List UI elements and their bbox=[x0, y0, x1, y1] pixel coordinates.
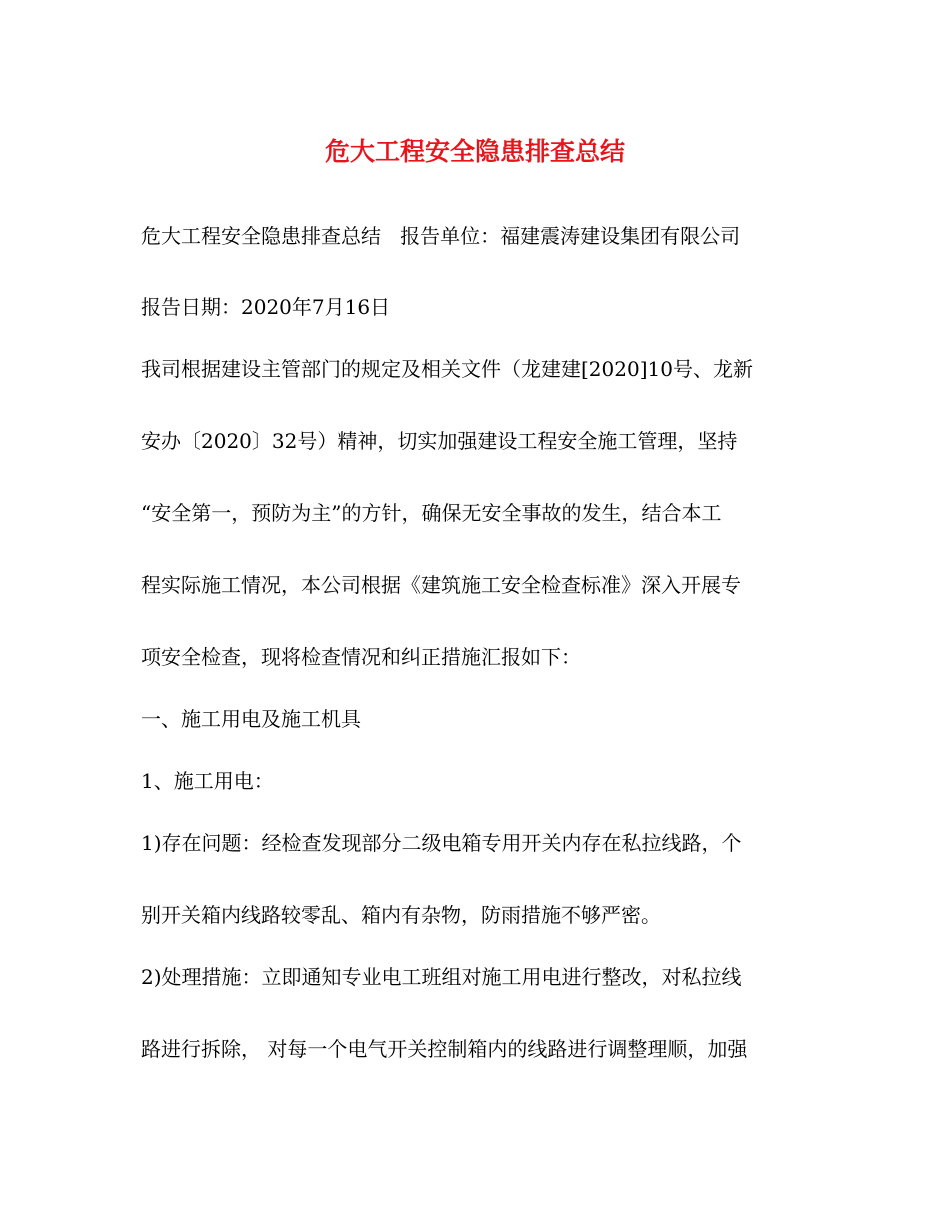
document-title: 危大工程安全隐患排查总结 bbox=[324, 137, 625, 166]
section-heading: 一、施工用电及施工机具 bbox=[141, 707, 361, 731]
paragraph-line: 项安全检查，现将检查情况和纠正措施汇报如下： bbox=[141, 645, 581, 669]
paragraph-line: 2)处理措施：立即通知专业电工班组对施工用电进行整改，对私拉线 bbox=[141, 965, 742, 989]
paragraph-line: 路进行拆除， 对每一个电气开关控制箱内的线路进行调整理顺，加强 bbox=[141, 1037, 748, 1061]
subsection-heading: 1、施工用电： bbox=[141, 769, 274, 793]
paragraph-line: 安办〔2020〕32号）精神，切实加强建设工程安全施工管理，坚持 bbox=[141, 429, 738, 453]
paragraph-line: 我司根据建设主管部门的规定及相关文件（龙建建[2020]10号、龙新 bbox=[141, 357, 753, 381]
paragraph-line: “安全第一，预防为主”的方针，确保无安全事故的发生，结合本工 bbox=[141, 501, 722, 525]
report-date-line: 报告日期：2020年7月16日 bbox=[141, 295, 391, 319]
paragraph-line: 1)存在问题：经检查发现部分二级电箱专用开关内存在私拉线路，个 bbox=[141, 831, 742, 855]
paragraph-line: 别开关箱内线路较零乱、箱内有杂物，防雨措施不够严密。 bbox=[141, 903, 661, 927]
report-header-line: 危大工程安全隐患排查总结 报告单位：福建震涛建设集团有限公司 bbox=[141, 224, 741, 248]
paragraph-line: 程实际施工情况，本公司根据《建筑施工安全检查标准》深入开展专 bbox=[141, 573, 741, 597]
